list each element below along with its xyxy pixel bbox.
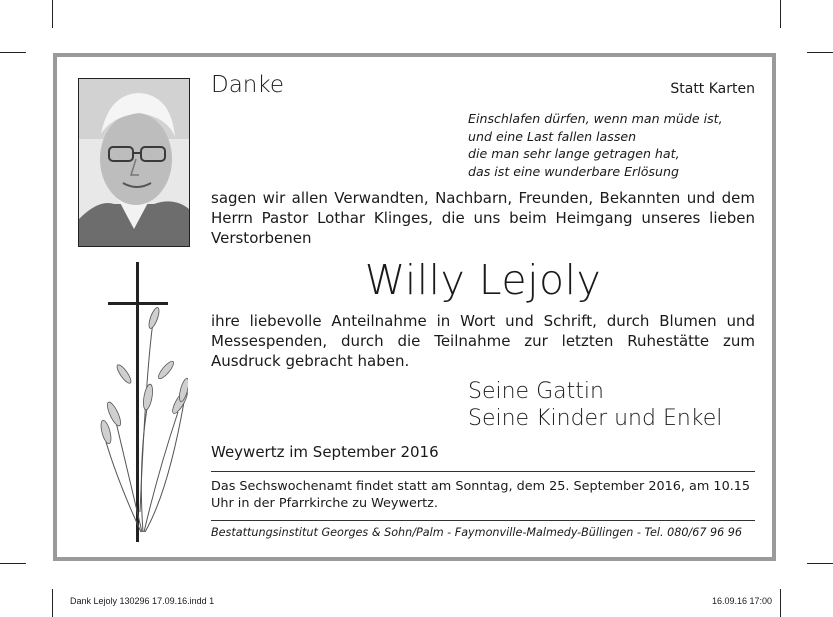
cross-with-wheat-icon bbox=[98, 262, 188, 542]
card-title: Danke bbox=[211, 72, 285, 98]
thanks-paragraph: ihre liebevolle Anteilnahme in Wort und Schrift, durch Blumen und Messespenden, durch die Teilnahme zur letzten Ruhestätte zum Ausdruck gebracht haben. bbox=[211, 312, 755, 370]
poem-line: das ist eine wunderbare Erlösung bbox=[468, 163, 679, 179]
crop-mark bbox=[0, 52, 26, 53]
deceased-name: Willy Lejoly bbox=[364, 256, 602, 304]
signature-line: Seine Kinder und Enkel bbox=[468, 406, 723, 431]
crop-mark bbox=[807, 52, 833, 53]
crop-mark bbox=[52, 0, 53, 28]
poem-line: Einschlafen dürfen, wenn man müde ist, bbox=[468, 111, 723, 126]
file-label: Dank Lejoly 130296 17.09.16.indd 1 bbox=[70, 596, 215, 606]
divider bbox=[211, 471, 755, 472]
portrait-illustration bbox=[79, 79, 189, 246]
intro-paragraph: sagen wir allen Verwandten, Nachbarn, Freunden, Bekannten und dem Herrn Pastor Lothar Klinges, die uns beim Heimgang unseres lieben Verstorbenen bbox=[211, 189, 755, 247]
funeral-home-line: Bestattungsinstitut Georges & Sohn/Palm - Faymonville-Malmedy-Büllingen - Tel. 080/67 96 96 bbox=[211, 526, 743, 539]
crop-mark bbox=[807, 563, 833, 564]
poem bbox=[468, 110, 723, 180]
crop-mark bbox=[780, 589, 781, 617]
crop-mark bbox=[780, 0, 781, 28]
signature-line: Seine Gattin bbox=[468, 379, 604, 404]
statt-karten-label: Statt Karten bbox=[670, 81, 755, 97]
crop-mark bbox=[0, 563, 26, 564]
crop-mark bbox=[52, 589, 53, 617]
mass-note: Das Sechswochenamt findet statt am Sonntag, dem 25. September 2016, am 10.15 Uhr in der Pfarrkirche zu Weywertz. bbox=[211, 479, 751, 511]
divider bbox=[211, 520, 755, 521]
print-timestamp: 16.09.16 17:00 bbox=[711, 596, 772, 606]
poem-line: und eine Last fallen lassen bbox=[468, 128, 637, 144]
portrait-photo bbox=[78, 78, 190, 247]
place-date: Weywertz im September 2016 bbox=[211, 443, 439, 461]
poem-line: die man sehr lange getragen hat, bbox=[468, 146, 680, 161]
